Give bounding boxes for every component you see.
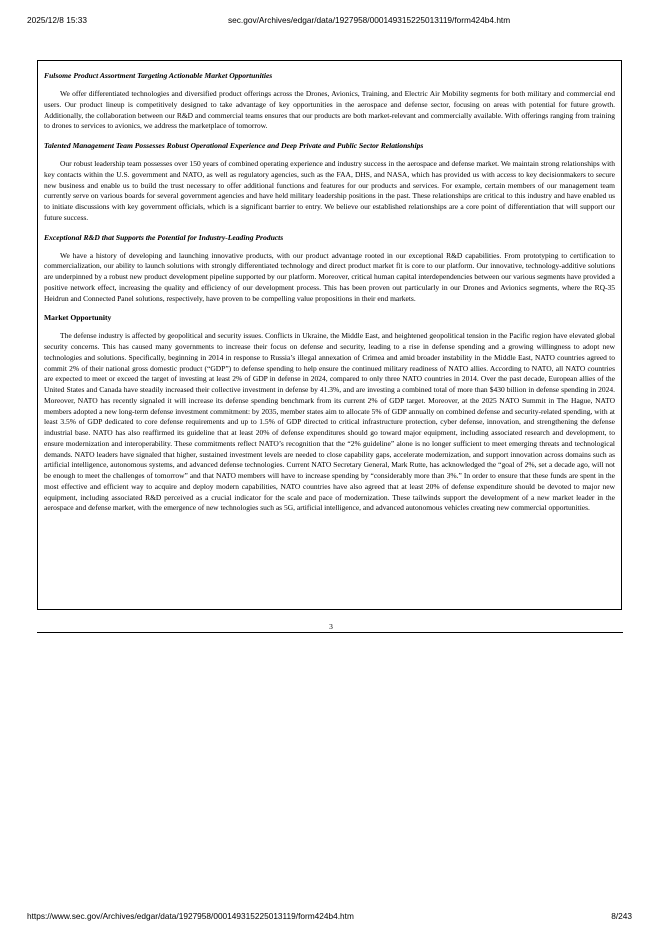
print-timestamp: 2025/12/8 15:33: [27, 15, 87, 25]
section-heading-product-assortment: Fulsome Product Assortment Targeting Actionable Market Opportunities: [44, 71, 273, 80]
print-footer-url: https://www.sec.gov/Archives/edgar/data/1927958/000149315225013119/form424b4.htm: [27, 911, 354, 921]
section-body-product-assortment: We offer differentiated technologies and diversified product offerings across the Drones, Avionics, Training, and Electric Air Mobility segments for both military and commercial end users. Our product lineup is competitively designed to take advantage of key opportunities in the aerospace and defense sector, focusing on areas with potential for future growth. Additionally, the collaboration between our R&D and commercial teams ensures that our products are both market-relevant and commercially available. With offerings ranging from training to drones to services to avionics, we address the marketplace of tomorrow.: [44, 89, 615, 131]
section-heading-rd: Exceptional R&D that Supports the Potential for Industry-Leading Products: [44, 232, 284, 242]
highlight-box: [37, 60, 622, 610]
page-divider: [37, 632, 623, 633]
section-heading-management-team: Talented Management Team Possesses Robust Operational Experience and Deep Private and Public Sector Relationships: [44, 141, 424, 150]
section-heading-market-opportunity: Market Opportunity: [44, 313, 112, 323]
print-page-title: sec.gov/Archives/edgar/data/1927958/000149315225013119/form424b4.htm: [228, 15, 511, 25]
section-body-management-team: Our robust leadership team possesses over 150 years of combined operating experience and industry success in the aerospace and defense market. We maintain strong relationships with key contacts within the U.S. government and NATO, as well as regulatory agencies, such as the FAA, DHS, and NASA, which has provided us with access to key decisionmakers to secure new business and enable us to build the trust necessary to offer additional functions and features for our products and services. For example, certain members of our management team currently serve on various boards for several government agencies and have held military leadership positions in the past. These relationships are critical to this industry and have enabled us to initiate discussions with key government officials, which is a significant barrier to entry. We believe our established relationships are a core point of differentiation that will support our future success.: [44, 159, 615, 222]
section-body-market-opportunity: The defense industry is affected by geopolitical and security issues. Conflicts in Ukraine, the Middle East, and heightened geopolitical tension in the Pacific region have elevated global security concerns. This has caused many governments to increase their focus on defense and security, leading to a rise in defense spending and a growing willingness to adopt new technologies and solutions. Specifically, beginning in 2014 in response to Russia’s illegal annexation of Crimea and amid broader instability in the Middle East, NATO countries agreed to commit 2% of their national gross domestic product (“GDP”) to defense spending to help ensure the continued military readiness of NATO allies. According to NATO, all NATO countries are expected to meet or exceed the target of investing at least 2% of GDP in defense in 2024, compared to only three NATO countries in 2014. Over the past decade, European allies of the United States and Canada have steadily increased their collective investment in defense by 41.3%, and are investing a combined total of more than $430 billion in defense spending in 2024. Moreover, NATO has recently signaled it will increase its defense spending benchmark from its current 2% of GDP target. Moreover, at the 2025 NATO Summit in The Hague, NATO members adopted a new long-term defense investment commitment: by 2035, member states aim to allocate 5% of GDP annually on combined defense and security-related spending, with at least 3.5% of GDP dedicated to core defense requirements and up to 1.5% of GDP directed to critical infrastructure protection, cyber defense, innovation, and strengthening the defense industrial base. NATO has also reaffirmed its guideline that at least 20% of defense expenditures should go toward major equipment, including associated research and development, to ensure modernization and interoperability. These commitments reflect NATO’s recognition that the “2% guideline” alone is no longer sufficient to meet emerging threats and technological demands. NATO leaders have signaled that higher, sustained investment levels are needed to close capability gaps, accelerate modernization, and support innovation across domains such as artificial intelligence, autonomous systems, and advanced defense technologies. Current NATO Secretary General, Mark Rutte, has acknowledged the “goal of 2%, set a decade ago, will not be enough to meet the challenges of tomorrow” and that NATO members will have to increase spending by “considerably more than 3%.” In order to ensure that these funds are spent in the most effective and efficient way to acquire and deploy modern capabilities, NATO countries have also agreed that at least 20% of defense expenditure should be devoted to major new equipment, including associated R&D perceived as a crucial indicator for the scale and pace of modernization. These tailwinds support the development of a new market leader in the aerospace and defense market, with the emergence of new technologies such as 5G, artificial intelligence, and advanced autonomous vehicles creating new commercial opportunities.: [44, 331, 615, 513]
page-number: 3: [329, 622, 333, 631]
section-body-rd: We have a history of developing and launching innovative products, with our product advantage rooted in our exceptional R&D capabilities. From prototyping to certification to commercialization, our ability to launch solutions with strongly differentiated technology and direct product market fit is core to our platform. Our innovative, technology-additive solutions are underpinned by a robust new product development pipeline supported by our platform. Moreover, critical human capital interdependencies between our various segments have provided a positive network effect, increasing the quality and efficiency of our development process. This has been proven out particularly in our Drones and Avionics segments, where the RQ-35 Heidrun and Connected Panel solutions, respectively, have proven to be compelling value propositions in their end markets.: [44, 250, 615, 303]
print-page-count: 8/243: [611, 911, 632, 921]
